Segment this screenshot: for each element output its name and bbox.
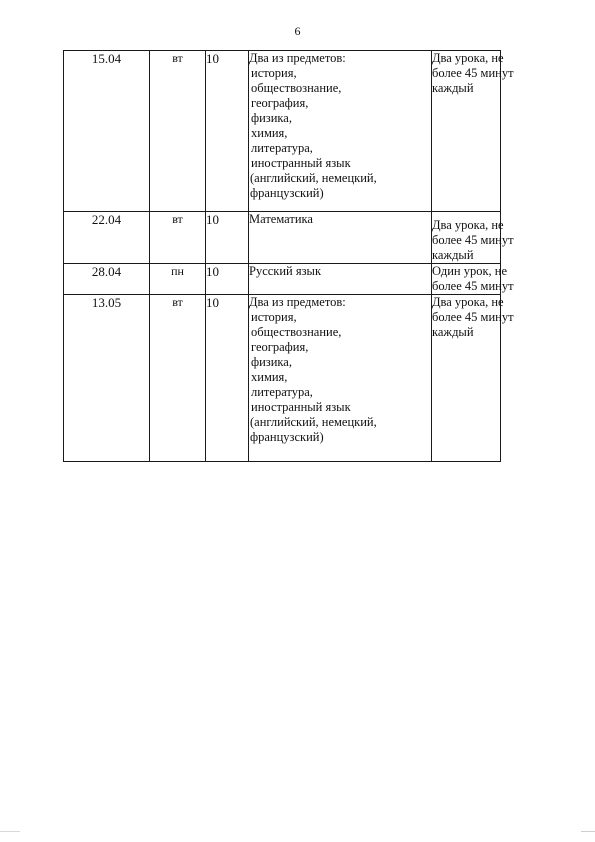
subject-line: французский) (250, 186, 324, 200)
duration-line: Два урока, не (432, 218, 504, 232)
subject-line: химия, (251, 126, 288, 140)
date-cell: 13.05 (64, 295, 150, 462)
subject-line: (английский, немецкий, (250, 171, 377, 185)
duration-cell (432, 51, 514, 212)
duration-line: более 45 минут (432, 66, 514, 80)
subject-line: литература, (251, 141, 313, 155)
subject-cell (249, 264, 432, 295)
subject-line: Два из предметов: (249, 51, 346, 65)
subject-line: физика, (251, 355, 292, 369)
page-number: 6 (294, 24, 301, 38)
grade-cell: 10 (206, 264, 249, 295)
grade-cell: 10 (206, 295, 249, 462)
grade-cell: 10 (206, 212, 249, 264)
date-cell: 15.04 (64, 51, 150, 212)
subject-cell (249, 295, 432, 462)
weekday-cell: пн (150, 264, 206, 295)
table-row (64, 51, 501, 212)
table-row (64, 212, 501, 264)
subject-line: Два из предметов: (249, 295, 346, 309)
subject-line: (английский, немецкий, (250, 415, 377, 429)
subject-line: физика, (251, 111, 292, 125)
subject-line: французский) (250, 430, 324, 444)
subject-line: Математика (249, 212, 313, 226)
duration-cell (432, 295, 514, 462)
subject-line: обществознание, (251, 81, 342, 95)
duration-line: Один урок, не (432, 264, 508, 278)
table-row (64, 295, 501, 462)
subject-line: обществознание, (251, 325, 342, 339)
subject-cell (249, 212, 432, 264)
duration-line: более 45 минут (432, 310, 514, 324)
duration-line: более 45 минут (432, 233, 514, 247)
subject-cell (249, 51, 432, 212)
subject-line: география, (251, 340, 309, 354)
subject-line: Русский язык (249, 264, 322, 278)
subject-line: история, (251, 310, 297, 324)
subject-line: иностранный язык (251, 400, 351, 414)
grade-cell: 10 (206, 51, 249, 212)
duration-cell (432, 212, 514, 264)
weekday-cell: вт (150, 51, 206, 212)
date-cell: 22.04 (64, 212, 150, 264)
duration-line: каждый (432, 81, 474, 95)
duration-line: каждый (432, 248, 474, 262)
subject-line: иностранный язык (251, 156, 351, 170)
subject-line: география, (251, 96, 309, 110)
weekday-cell: вт (150, 295, 206, 462)
duration-cell (432, 264, 514, 295)
weekday-cell: вт (150, 212, 206, 264)
subject-line: история, (251, 66, 297, 80)
exam-schedule-table (63, 50, 514, 462)
duration-line: более 45 минут (432, 279, 514, 293)
scan-edge-mark (581, 831, 595, 832)
table-row (64, 264, 501, 295)
duration-line: Два урока, не (432, 295, 504, 309)
duration-line: Два урока, не (432, 51, 504, 65)
scan-edge-mark (0, 831, 20, 832)
subject-line: химия, (251, 370, 288, 384)
subject-line: литература, (251, 385, 313, 399)
date-cell: 28.04 (64, 264, 150, 295)
duration-line: каждый (432, 325, 474, 339)
